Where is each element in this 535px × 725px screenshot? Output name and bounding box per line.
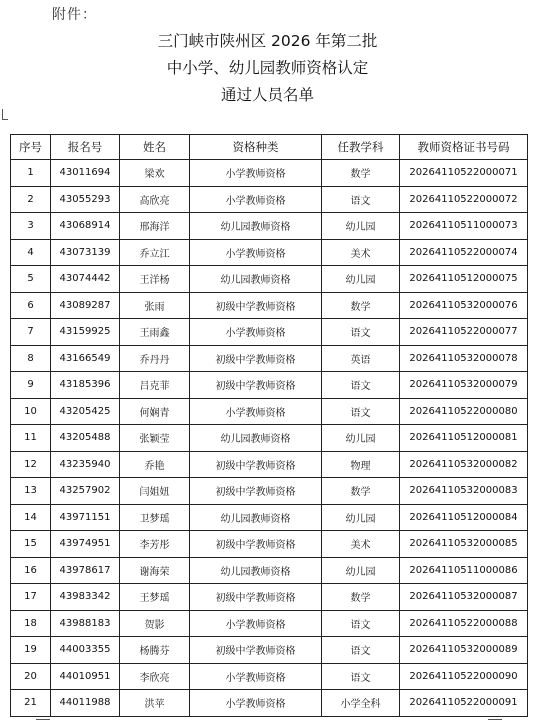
page-corner-mark-left	[36, 719, 50, 720]
document-title	[0, 28, 535, 108]
table-row	[11, 531, 528, 558]
table-row	[11, 663, 528, 690]
cell-qualification-type: 幼儿园教师资格	[190, 557, 322, 584]
header-subject: 任教学科	[322, 135, 400, 160]
cell-subject: 数学	[322, 160, 400, 187]
cell-reg-number: 43159925	[51, 319, 120, 346]
cell-name: 洪苹	[120, 690, 190, 717]
header-certificate-number: 教师资格证书号码	[400, 135, 528, 160]
paragraph-corner-mark	[2, 109, 8, 120]
table-row	[11, 637, 528, 664]
cell-subject: 小学全科	[322, 690, 400, 717]
table-row	[11, 213, 528, 240]
cell-certificate-number: 20264110511000086	[400, 557, 528, 584]
table-row	[11, 425, 528, 452]
cell-qualification-type: 幼儿园教师资格	[190, 425, 322, 452]
cell-name: 李芳彤	[120, 531, 190, 558]
cell-reg-number: 43235940	[51, 451, 120, 478]
cell-reg-number: 43205425	[51, 398, 120, 425]
cell-seq: 16	[11, 557, 51, 584]
title-line-2: 中小学、幼儿园教师资格认定	[166, 59, 369, 77]
cell-subject: 幼儿园	[322, 213, 400, 240]
cell-seq: 13	[11, 478, 51, 505]
cell-subject: 英语	[322, 345, 400, 372]
cell-reg-number: 43205488	[51, 425, 120, 452]
cell-reg-number: 43011694	[51, 160, 120, 187]
cell-reg-number: 43971151	[51, 504, 120, 531]
table-row	[11, 239, 528, 266]
cell-qualification-type: 初级中学教师资格	[190, 478, 322, 505]
cell-seq: 2	[11, 186, 51, 213]
header-reg-number: 报名号	[51, 135, 120, 160]
cell-certificate-number: 20264110511000073	[400, 213, 528, 240]
cell-certificate-number: 20264110512000084	[400, 504, 528, 531]
cell-qualification-type: 初级中学教师资格	[190, 372, 322, 399]
cell-name: 高欣亮	[120, 186, 190, 213]
cell-certificate-number: 20264110522000091	[400, 690, 528, 717]
cell-reg-number: 43074442	[51, 266, 120, 293]
cell-seq: 21	[11, 690, 51, 717]
table-header-row	[11, 135, 528, 160]
cell-name: 乔立江	[120, 239, 190, 266]
cell-qualification-type: 初级中学教师资格	[190, 451, 322, 478]
cell-name: 闫姐妞	[120, 478, 190, 505]
cell-subject: 美术	[322, 531, 400, 558]
table-row	[11, 690, 528, 717]
cell-name: 谢海荣	[120, 557, 190, 584]
cell-name: 杨腾芬	[120, 637, 190, 664]
attachment-label: 附件：	[52, 7, 97, 23]
cell-subject: 数学	[322, 584, 400, 611]
cell-seq: 7	[11, 319, 51, 346]
table-row	[11, 504, 528, 531]
cell-qualification-type: 小学教师资格	[190, 690, 322, 717]
cell-name: 卫梦瑶	[120, 504, 190, 531]
cell-certificate-number: 20264110522000074	[400, 239, 528, 266]
table-row	[11, 292, 528, 319]
cell-name: 王梦瑶	[120, 584, 190, 611]
table-row	[11, 557, 528, 584]
table-row	[11, 345, 528, 372]
table-row	[11, 319, 528, 346]
cell-seq: 12	[11, 451, 51, 478]
cell-name: 王洋杨	[120, 266, 190, 293]
cell-qualification-type: 小学教师资格	[190, 160, 322, 187]
cell-certificate-number: 20264110532000083	[400, 478, 528, 505]
cell-certificate-number: 20264110522000071	[400, 160, 528, 187]
cell-seq: 4	[11, 239, 51, 266]
header-seq: 序号	[11, 135, 51, 160]
header-name: 姓名	[120, 135, 190, 160]
cell-name: 梁欢	[120, 160, 190, 187]
cell-seq: 19	[11, 637, 51, 664]
cell-seq: 18	[11, 610, 51, 637]
table-row	[11, 451, 528, 478]
cell-name: 何娴青	[120, 398, 190, 425]
cell-reg-number: 43257902	[51, 478, 120, 505]
cell-subject: 美术	[322, 239, 400, 266]
cell-certificate-number: 20264110522000090	[400, 663, 528, 690]
cell-seq: 1	[11, 160, 51, 187]
cell-subject: 语文	[322, 186, 400, 213]
cell-qualification-type: 幼儿园教师资格	[190, 504, 322, 531]
cell-qualification-type: 小学教师资格	[190, 398, 322, 425]
cell-subject: 幼儿园	[322, 266, 400, 293]
roster-table-body	[11, 160, 528, 717]
cell-name: 张雨	[120, 292, 190, 319]
cell-reg-number: 43055293	[51, 186, 120, 213]
cell-seq: 6	[11, 292, 51, 319]
cell-subject: 语文	[322, 637, 400, 664]
cell-certificate-number: 20264110532000085	[400, 531, 528, 558]
cell-seq: 17	[11, 584, 51, 611]
cell-reg-number: 43978617	[51, 557, 120, 584]
cell-reg-number: 43068914	[51, 213, 120, 240]
cell-certificate-number: 20264110522000077	[400, 319, 528, 346]
cell-subject: 幼儿园	[322, 425, 400, 452]
cell-subject: 物理	[322, 451, 400, 478]
cell-certificate-number: 20264110522000072	[400, 186, 528, 213]
cell-subject: 语文	[322, 372, 400, 399]
cell-certificate-number: 20264110522000088	[400, 610, 528, 637]
cell-reg-number: 43166549	[51, 345, 120, 372]
cell-name: 乔艳	[120, 451, 190, 478]
cell-certificate-number: 20264110532000082	[400, 451, 528, 478]
cell-reg-number: 44003355	[51, 637, 120, 664]
cell-certificate-number: 20264110532000089	[400, 637, 528, 664]
cell-name: 邢海洋	[120, 213, 190, 240]
cell-seq: 20	[11, 663, 51, 690]
cell-seq: 8	[11, 345, 51, 372]
table-row	[11, 160, 528, 187]
cell-certificate-number: 20264110532000078	[400, 345, 528, 372]
cell-qualification-type: 小学教师资格	[190, 610, 322, 637]
cell-seq: 9	[11, 372, 51, 399]
cell-reg-number: 44011988	[51, 690, 120, 717]
cell-name: 吕克菲	[120, 372, 190, 399]
cell-certificate-number: 20264110532000087	[400, 584, 528, 611]
cell-seq: 3	[11, 213, 51, 240]
table-row	[11, 478, 528, 505]
cell-subject: 数学	[322, 478, 400, 505]
cell-qualification-type: 初级中学教师资格	[190, 637, 322, 664]
cell-qualification-type: 小学教师资格	[190, 663, 322, 690]
cell-certificate-number: 20264110522000080	[400, 398, 528, 425]
title-line-1: 三门峡市陕州区 2026 年第二批	[157, 32, 378, 50]
cell-subject: 语文	[322, 663, 400, 690]
cell-reg-number: 43185396	[51, 372, 120, 399]
table-row	[11, 610, 528, 637]
cell-certificate-number: 20264110532000079	[400, 372, 528, 399]
roster-table	[10, 134, 528, 717]
cell-subject: 语文	[322, 398, 400, 425]
cell-name: 乔丹丹	[120, 345, 190, 372]
roster-table-container	[10, 134, 527, 717]
cell-subject: 语文	[322, 610, 400, 637]
cell-name: 张颖莹	[120, 425, 190, 452]
table-row	[11, 266, 528, 293]
table-row	[11, 398, 528, 425]
cell-name: 王雨鑫	[120, 319, 190, 346]
cell-qualification-type: 初级中学教师资格	[190, 531, 322, 558]
cell-reg-number: 43983342	[51, 584, 120, 611]
cell-certificate-number: 20264110512000081	[400, 425, 528, 452]
cell-seq: 11	[11, 425, 51, 452]
cell-seq: 15	[11, 531, 51, 558]
header-qualification-type: 资格种类	[190, 135, 322, 160]
cell-certificate-number: 20264110512000075	[400, 266, 528, 293]
cell-qualification-type: 小学教师资格	[190, 186, 322, 213]
cell-seq: 14	[11, 504, 51, 531]
cell-name: 贺影	[120, 610, 190, 637]
cell-qualification-type: 初级中学教师资格	[190, 292, 322, 319]
cell-reg-number: 44010951	[51, 663, 120, 690]
cell-subject: 幼儿园	[322, 504, 400, 531]
title-line-3: 通过人员名单	[220, 86, 314, 104]
cell-certificate-number: 20264110532000076	[400, 292, 528, 319]
cell-reg-number: 43089287	[51, 292, 120, 319]
cell-reg-number: 43974951	[51, 531, 120, 558]
cell-subject: 幼儿园	[322, 557, 400, 584]
cell-seq: 5	[11, 266, 51, 293]
page-corner-mark-right	[488, 719, 502, 720]
cell-reg-number: 43073139	[51, 239, 120, 266]
cell-qualification-type: 初级中学教师资格	[190, 345, 322, 372]
table-row	[11, 186, 528, 213]
table-row	[11, 372, 528, 399]
cell-subject: 语文	[322, 319, 400, 346]
cell-qualification-type: 幼儿园教师资格	[190, 213, 322, 240]
table-row	[11, 584, 528, 611]
cell-qualification-type: 小学教师资格	[190, 319, 322, 346]
cell-seq: 10	[11, 398, 51, 425]
cell-subject: 数学	[322, 292, 400, 319]
cell-qualification-type: 小学教师资格	[190, 239, 322, 266]
cell-reg-number: 43988183	[51, 610, 120, 637]
cell-name: 李欣亮	[120, 663, 190, 690]
cell-qualification-type: 初级中学教师资格	[190, 584, 322, 611]
cell-qualification-type: 幼儿园教师资格	[190, 266, 322, 293]
